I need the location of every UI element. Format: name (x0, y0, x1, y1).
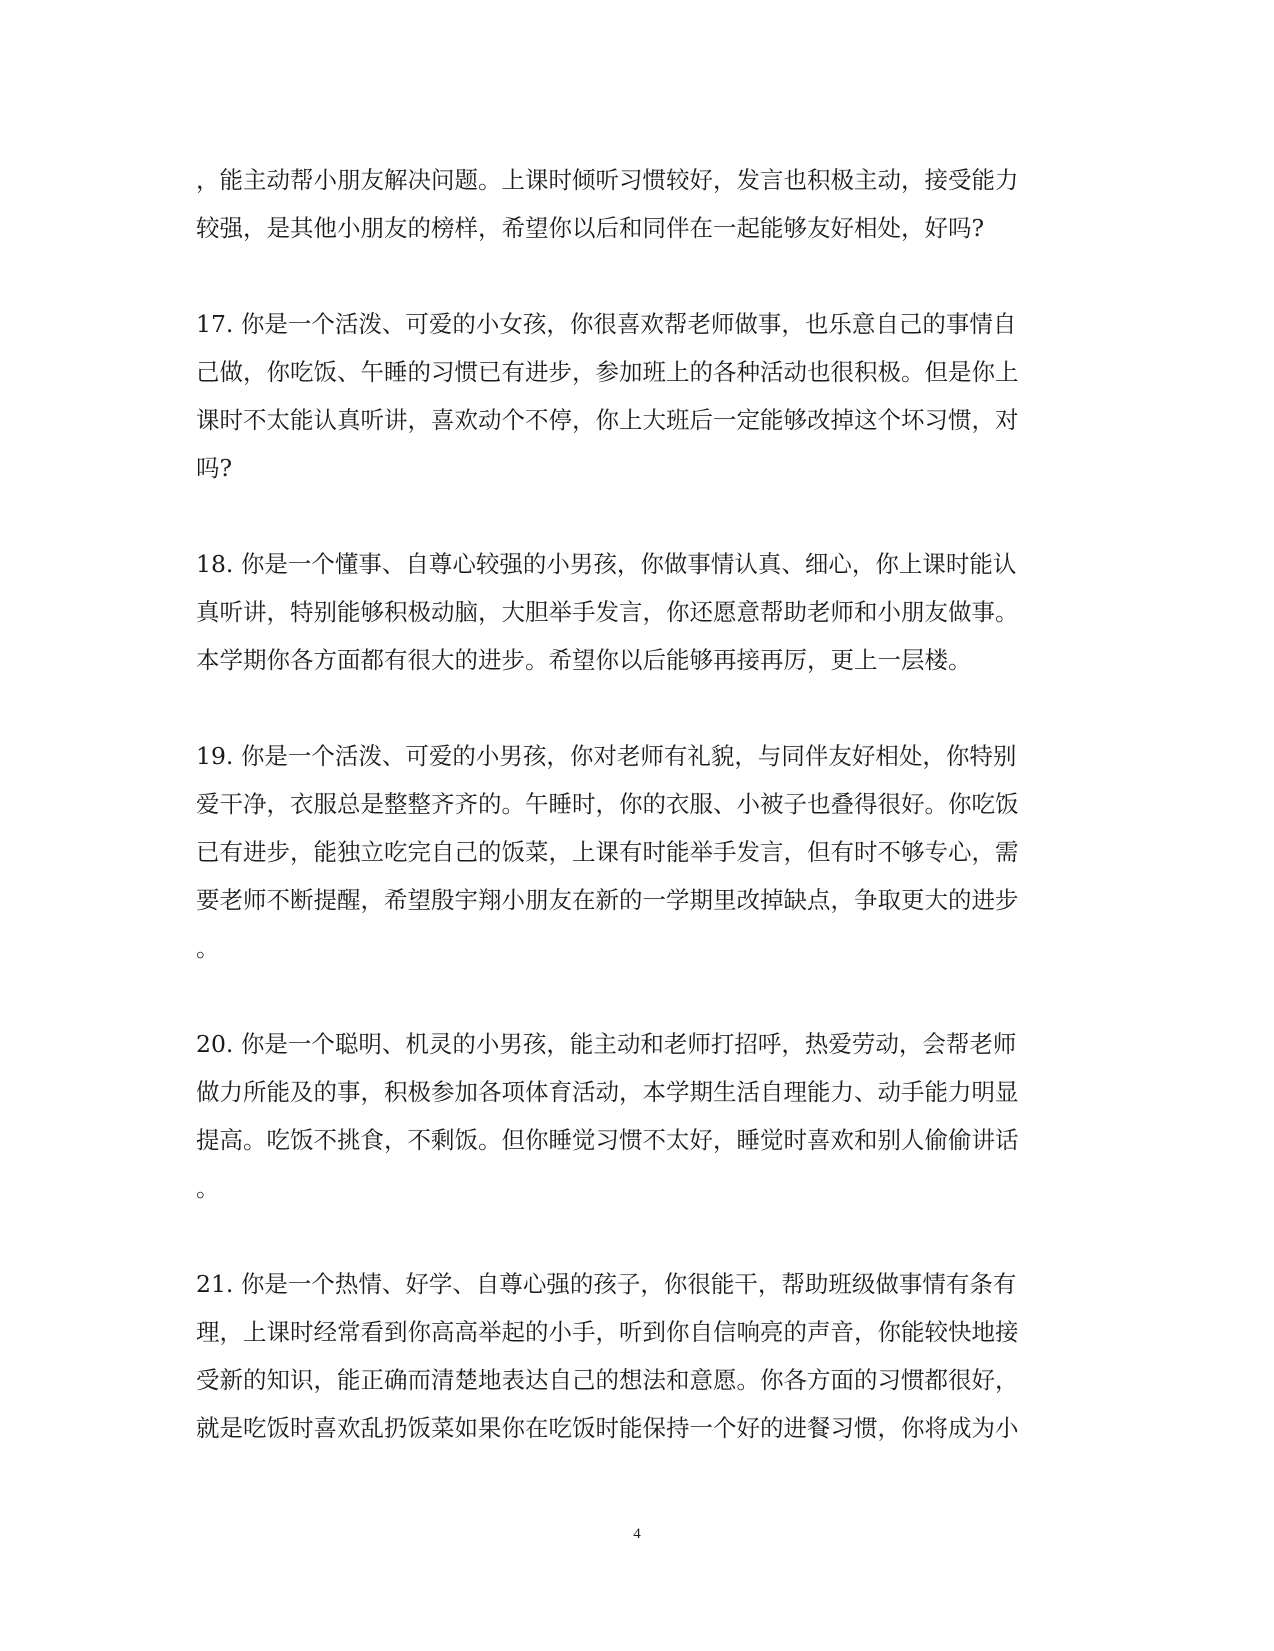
text-line: 20. 你是一个聪明、机灵的小男孩，能主动和老师打招呼，热爱劳动，会帮老师 (196, 1030, 1017, 1058)
paragraph-17 (196, 300, 1071, 492)
text-line: 课时不太能认真听讲，喜欢动个不停，你上大班后一定能够改掉这个坏习惯，对 (196, 406, 1019, 434)
paragraph-spacer (196, 972, 1071, 1020)
text-line: 爱干净，衣服总是整整齐齐的。午睡时，你的衣服、小被子也叠得很好。你吃饭 (196, 790, 1019, 818)
paragraph-spacer (196, 252, 1071, 300)
text-line: 21. 你是一个热情、好学、自尊心强的孩子，你很能干，帮助班级做事情有条有 (196, 1270, 1017, 1298)
text-line: 就是吃饭时喜欢乱扔饭菜如果你在吃饭时能保持一个好的进餐习惯，你将成为小 (196, 1414, 1019, 1442)
paragraph-spacer (196, 492, 1071, 540)
paragraph-18 (196, 540, 1071, 684)
text-line: 本学期你各方面都有很大的进步。希望你以后能够再接再厉，更上一层楼。 (196, 646, 972, 674)
text-line: 已有进步，能独立吃完自己的饭菜，上课有时能举手发言，但有时不够专心，需 (196, 838, 1019, 866)
text-line: 19. 你是一个活泼、可爱的小男孩，你对老师有礼貌，与同伴友好相处，你特别 (196, 742, 1017, 770)
paragraph-spacer (196, 1212, 1071, 1260)
text-line: 提高。吃饭不挑食，不剩饭。但你睡觉习惯不太好，睡觉时喜欢和别人偷偷讲话 (196, 1126, 1019, 1154)
text-line: 要老师不断提醒，希望殷宇翔小朋友在新的一学期里改掉缺点，争取更大的进步 (196, 886, 1019, 914)
paragraph-21 (196, 1260, 1071, 1452)
paragraph-spacer (196, 684, 1071, 732)
text-line: ，能主动帮小朋友解决问题。上课时倾听习惯较好，发言也积极主动，接受能力 (196, 166, 1019, 194)
text-line: 。 (196, 934, 220, 962)
text-line: 己做，你吃饭、午睡的习惯已有进步，参加班上的各种活动也很积极。但是你上 (196, 358, 1019, 386)
paragraph-continuation (196, 156, 1071, 252)
text-line: 真听讲，特别能够积极动脑，大胆举手发言，你还愿意帮助老师和小朋友做事。 (196, 598, 1019, 626)
paragraph-20 (196, 1020, 1071, 1212)
text-line: 做力所能及的事，积极参加各项体育活动，本学期生活自理能力、动手能力明显 (196, 1078, 1019, 1106)
text-line: 受新的知识，能正确而清楚地表达自己的想法和意愿。你各方面的习惯都很好， (196, 1366, 1019, 1394)
text-line: 理，上课时经常看到你高高举起的小手，听到你自信响亮的声音，你能较快地接 (196, 1318, 1019, 1346)
text-line: 吗? (196, 454, 233, 482)
document-body (196, 156, 1071, 1452)
page-number: 4 (633, 1526, 641, 1542)
text-line: 17. 你是一个活泼、可爱的小女孩，你很喜欢帮老师做事，也乐意自己的事情自 (196, 310, 1017, 338)
text-line: 18. 你是一个懂事、自尊心较强的小男孩，你做事情认真、细心，你上课时能认 (196, 550, 1017, 578)
paragraph-19 (196, 732, 1071, 972)
text-line: 。 (196, 1174, 220, 1202)
text-line: 较强，是其他小朋友的榜样，希望你以后和同伴在一起能够友好相处，好吗? (196, 214, 985, 242)
